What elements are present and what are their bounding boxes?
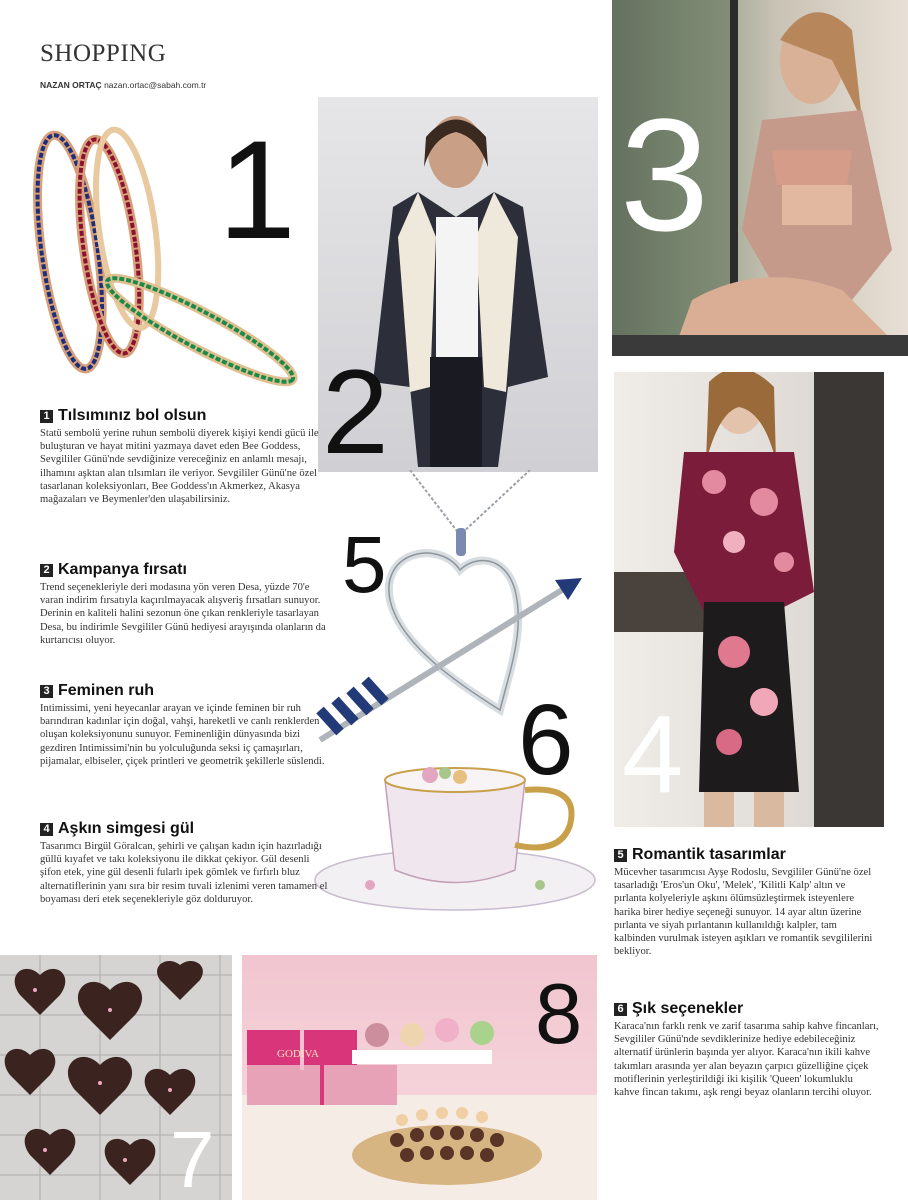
article-3-body: Intimissimi, yeni heyecanlar arayan ve içinde feminen bir ruh barındıran kadınlar için doğal, vahşi, hareketli ve canlı renklerden oluşan koleksiyonunu sunuyor. Feminenliğin dünyasında bizi gezdiren Intimissimi'nin bu yolculuğunda seksi iç çamaşırları, pijamalar, elbiseler, çiçek printleri ve geometrik şekillerle süslendi. bbox=[40, 703, 325, 767]
article-4-head bbox=[40, 820, 330, 838]
article-4-body: Tasarımcı Birgül Göralcan, şehirli ve çalışan kadın için hazırladığı güllü kıyafet ve takı koleksiyonu ile dikkat çekiyor. Gül desenli şifon etek, yine gül desenli fularlı ipek gömlek ve fırfırlı bluz alternatiflerinin yanı sıra bir resim tuvali izlenimi veren tamamen el boyaması deri etek seçenekleriyle göz dolduruyor. bbox=[40, 841, 328, 905]
number-4: 4 bbox=[622, 693, 684, 816]
article-4-number: 4 bbox=[40, 823, 53, 836]
number-8: 8 bbox=[535, 967, 583, 1062]
article-2-number: 2 bbox=[40, 564, 53, 577]
article-3-number: 3 bbox=[40, 685, 53, 698]
article-1 bbox=[40, 407, 330, 506]
article-6-number: 6 bbox=[614, 1003, 627, 1016]
number-1: 1 bbox=[218, 111, 296, 268]
article-1-title: Tılsımınız bol olsun bbox=[58, 407, 207, 424]
article-6-head bbox=[614, 1000, 879, 1018]
article-2 bbox=[40, 561, 330, 647]
article-6-title: Şık seçenekler bbox=[632, 1000, 744, 1017]
number-7: 7 bbox=[170, 1115, 215, 1200]
article-2-body: Trend seçenekleriyle deri modasına yön veren Desa, yüzde 70'e varan indirim fırsatıyla kaçırılmayacak alışveriş fırsatları sunuyor. Derinin en kaliteli halini sezonun öne çıkan renkleriyle tasarlayan Desa, bu indirimle Sevgililer Günü hediyesi arayışında olanların da kurtarıcısı oluyor. bbox=[40, 582, 326, 646]
article-5-body: Mücevher tasarımcısı Ayşe Rodoslu, Sevgililer Günü'ne özel tasarladığı 'Eros'un Oku', 'Melek', 'Kilitli Kalp' altın ve pırlanta kolyeleriyle aşkını ölümsüzleştirmek isteyenlere harika birer hediye seçeneği sunuyor. 14 ayar altın üzerine pırlanta ve siyah pırlantanın kullanıldığı kalpler, tam kalbinden vurulmak isteyen aşıkları ve romantik sevgililerini bekliyor. bbox=[614, 867, 873, 958]
article-1-head bbox=[40, 407, 330, 425]
article-5-number: 5 bbox=[614, 849, 627, 862]
author-email: nazan.ortac@sabah.com.tr bbox=[104, 80, 207, 90]
article-2-head bbox=[40, 561, 330, 579]
article-1-body: Statü sembolü yerine ruhun sembolü diyerek kişiyi kendi gücü ile buluşturan ve hayat mitini yazmaya davet eden Bee Goddess, Sevgililer Günü'nde sevdiğinize vereceğiniz en anlamlı mesajı, ilhamını aşktan alan tılsımları ile veriyor. Sevgililer Günü'ne özel tasarlanan koleksiyonları, Bee Goddess'ın Akmerkez, Akasya mağazaları ve Beymenler'den ulaşabilirsiniz. bbox=[40, 428, 319, 506]
article-6-body: Karaca'nın farklı renk ve zarif tasarıma sahip kahve fincanları, Sevgililer Günü'nde sevdiklerinize hediye edebileceğiniz alternatif ürünlerin başında yer alıyor. Karaca'nın ikili kahve takımları arasında yer alan beyazın çarpıcı güzelliğine çiçek motiflerinin yerleştirildiği iki kişilik 'Queen' lokumluklu kahve fincan takımı, aşk rengi beyaz olanların tercihi oluyor. bbox=[614, 1021, 879, 1099]
number-3: 3 bbox=[620, 85, 709, 264]
article-3-title: Feminen ruh bbox=[58, 682, 155, 699]
article-5 bbox=[614, 846, 879, 958]
byline bbox=[40, 80, 206, 90]
article-1-number: 1 bbox=[40, 410, 53, 423]
number-2: 2 bbox=[322, 345, 389, 479]
article-5-head bbox=[614, 846, 879, 864]
article-3 bbox=[40, 682, 330, 768]
section-title: SHOPPING bbox=[40, 40, 167, 67]
number-6: 6 bbox=[518, 684, 574, 796]
article-4 bbox=[40, 820, 330, 906]
article-2-title: Kampanya fırsatı bbox=[58, 561, 187, 578]
godiva-box-label: GODIVA bbox=[277, 1048, 319, 1060]
article-4-title: Aşkın simgesi gül bbox=[58, 820, 195, 837]
article-5-title: Romantik tasarımlar bbox=[632, 846, 786, 863]
number-5: 5 bbox=[342, 520, 387, 609]
article-3-head bbox=[40, 682, 330, 700]
author-name: NAZAN ORTAÇ bbox=[40, 80, 102, 90]
article-6 bbox=[614, 1000, 879, 1099]
